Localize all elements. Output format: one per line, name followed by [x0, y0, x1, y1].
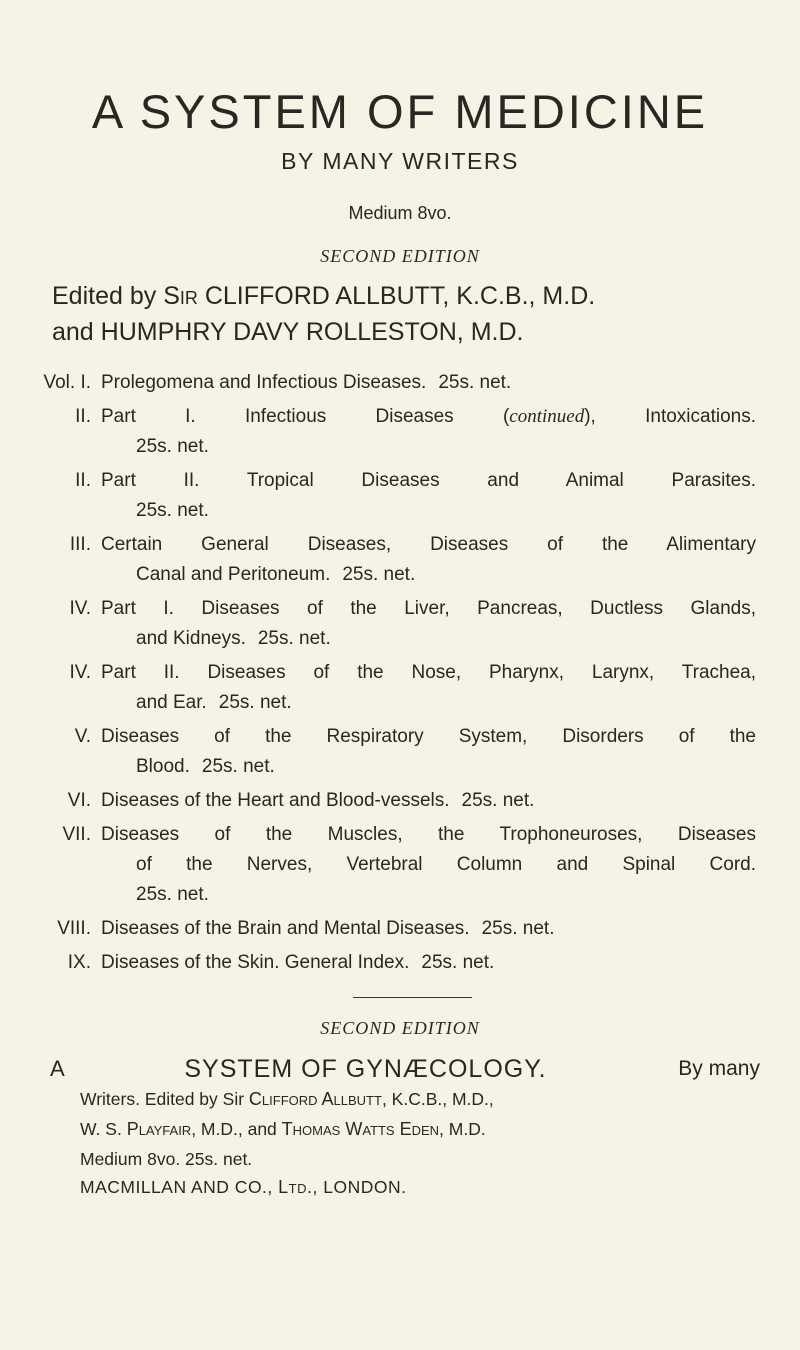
volume-price: 25s. net.: [421, 952, 495, 973]
volume-price: 25s. net.: [438, 372, 512, 393]
volume-entry: [0, 914, 800, 944]
volume-number: IX.: [67, 952, 91, 973]
gynaecology-coeditors-line: W. S. Playfair, M.D., and Thomas Watts Eden, M.D.: [80, 1119, 486, 1139]
volume-description: Prolegomena and Infectious Diseases. 25s. net.: [101, 372, 512, 393]
volume-entry: [0, 948, 800, 978]
editors-prefix: Edited by: [52, 282, 157, 310]
volume-number: VII.: [62, 824, 91, 845]
volume-description: Part I. Diseases of the Liver, Pancreas, Ductless Glands,: [101, 598, 756, 619]
volume-entry: VII. Diseases of the Muscles, the Trophoneuroses, Diseases of the Nerves, Vertebral Column and Spinal Cord. 25s. net.: [0, 820, 800, 910]
volume-entry: III. Certain General Diseases, Diseases of the Alimentary Canal and Peritoneum. 25s. net.: [0, 530, 800, 590]
volume-number: Vol. I.: [43, 372, 91, 393]
volume-price: 25s. net.: [136, 884, 209, 905]
volume-number: V.: [74, 726, 91, 747]
volume-number: II.: [75, 406, 91, 427]
volume-price: 25s. net.: [136, 500, 209, 521]
volume-entry: [0, 402, 800, 462]
volume-description: Diseases of the Brain and Mental Diseases. 25s. net.: [101, 918, 555, 939]
volume-number: VI.: [67, 790, 91, 811]
volume-price: 25s. net.: [342, 564, 416, 585]
volume-list: [0, 368, 800, 982]
volume-entry: IV. Part I. Diseases of the Liver, Pancreas, Ductless Glands, and Kidneys. 25s. net.: [0, 594, 800, 654]
volume-price: 25s. net.: [218, 692, 292, 713]
volume-description: Diseases of the Respiratory System, Disorders of the: [101, 726, 756, 747]
gynaecology-advert: [50, 1054, 760, 1174]
volume-description: Diseases of the Heart and Blood-vessels. 25s. net.: [101, 790, 535, 811]
editors-and: and: [52, 318, 94, 346]
volume-price: 25s. net.: [481, 918, 555, 939]
volume-entry: [0, 466, 800, 526]
editor-name-allbutt: CLIFFORD ALLBUTT, K.C.B., M.D.: [204, 282, 596, 310]
volume-number: III.: [69, 534, 91, 555]
volume-price: 25s. net.: [136, 436, 209, 457]
volume-description: Part II. Tropical Diseases and Animal Parasites.: [101, 470, 756, 491]
volume-description: Diseases of the Skin. General Index. 25s. net.: [101, 952, 495, 973]
gynaecology-edition-label: SECOND EDITION: [320, 1018, 480, 1038]
editor-name-rolleston: HUMPHRY DAVY ROLLESTON, M.D.: [100, 318, 524, 346]
gynaecology-by: By many: [678, 1057, 760, 1080]
gynaecology-title: SYSTEM OF GYNÆCOLOGY.: [184, 1055, 547, 1083]
gynaecology-article: A: [50, 1056, 65, 1081]
divider-rule: [353, 997, 472, 998]
gynaecology-editors-line: Writers. Edited by Sir Clifford Allbutt, K.C.B., M.D.,: [80, 1089, 494, 1109]
volume-number: IV.: [69, 662, 91, 683]
volume-price: 25s. net.: [461, 790, 535, 811]
publisher-imprint: MACMILLAN AND CO., Ltd., LONDON.: [80, 1177, 407, 1197]
volume-number: II.: [75, 470, 91, 491]
volume-description: Part II. Diseases of the Nose, Pharynx, Larynx, Trachea,: [101, 662, 756, 683]
volume-entry: IV. Part II. Diseases of the Nose, Pharynx, Larynx, Trachea, and Ear. 25s. net.: [0, 658, 800, 718]
volume-price: 25s. net.: [201, 756, 275, 777]
volume-description: Certain General Diseases, Diseases of the Alimentary: [101, 534, 756, 555]
volume-entry: [0, 368, 800, 398]
gynaecology-format-price: Medium 8vo. 25s. net.: [80, 1149, 253, 1169]
editors-line-1: [52, 282, 595, 311]
editor-title-sir: Sir: [163, 282, 198, 310]
volume-description: Part I. Infectious Diseases (continued), Intoxications.: [101, 406, 756, 427]
volume-entry: V. Diseases of the Respiratory System, Disorders of the Blood. 25s. net.: [0, 722, 800, 782]
edition-label: SECOND EDITION: [320, 246, 480, 266]
page-title: A SYSTEM OF MEDICINE: [91, 85, 709, 138]
volume-number: VIII.: [57, 918, 91, 939]
volume-description: Diseases of the Muscles, the Trophoneuroses, Diseases: [101, 824, 756, 845]
editors-line-2: [52, 318, 523, 347]
subtitle: BY MANY WRITERS: [281, 148, 519, 174]
volume-number: IV.: [69, 598, 91, 619]
format-note: Medium 8vo.: [348, 203, 452, 223]
volume-price: 25s. net.: [257, 628, 331, 649]
gynaecology-title-line: [50, 1054, 760, 1084]
volume-entry: [0, 786, 800, 816]
